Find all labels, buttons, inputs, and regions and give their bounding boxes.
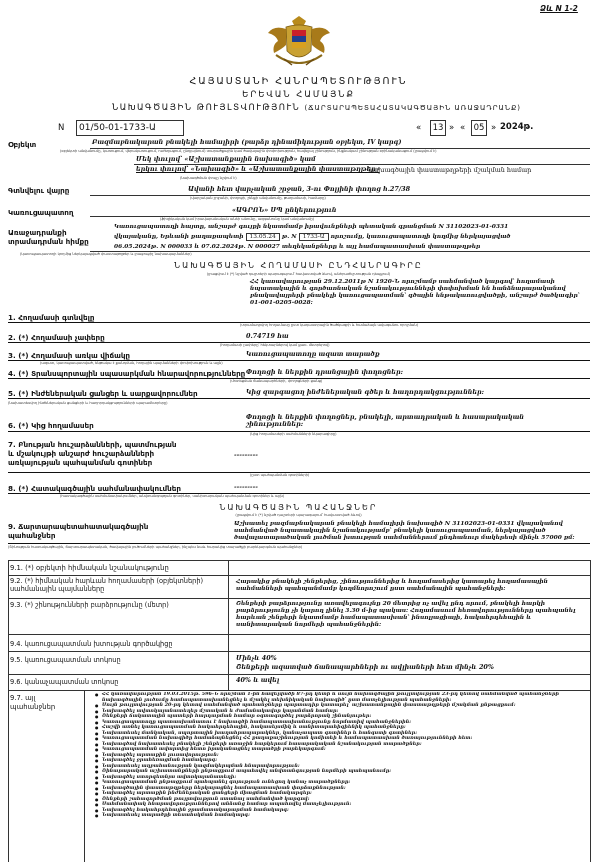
condition-item: ● Նախատեսել մանկական, սպորտային խաղահրապարակներ, կանաչապատ գոտիներ և հանգստի գոտիներ: <box>102 731 586 737</box>
country-title: ՀԱՅԱՍՏԱՆԻ ՀԱՆՐԱՊԵՏՈՒԹՅՈՒՆ <box>189 76 408 87</box>
condition-item: ● Նախագծային փաստաթղթերը ներկայացնել համապատասխան փորձաքննության: <box>102 786 586 792</box>
customer-note: (ֆիզիկական կամ իրավաբանական անձի անունը, ազգանունը կամ անվանումը) <box>160 217 315 221</box>
item-4-note: (մոտեցման ճանապարհների, փողոցների ցանց) <box>230 379 323 383</box>
item-3-note: (ազատ, կառուցապատված, ենթակա է քանդման, հողային պայմանների փոփոխություն և այլն) <box>40 361 223 365</box>
customer-value: «ԱԳՐՈՆ» ՍՊ ընկերություն <box>232 206 337 214</box>
basis-line-2a: վկայականը, Երևանի քաղաքապետի <box>114 233 244 240</box>
basis-number: 1733-Ա <box>299 233 329 241</box>
condition-item: ● Նախագծով նախատեսել բնակելի շենքերի առաջին հարկերում հասարակական նշանակության տարածքներ: <box>102 742 586 748</box>
item-4-value: Փողոցի և ներքին դրանցային փողոցներ: <box>246 368 403 376</box>
basis-line-2c: որոշումը, կառուցապատողի կողմից ներկայացված <box>330 233 511 240</box>
condition-item: ● Շենքերի շահագործման թույլտվություն ստանալ սահմանված կարգով: <box>102 797 586 803</box>
object-value: Բազմաբնակարան բնակելի համալիրի (բարձր դինամիկության օբյեկտ, IV կարգ) <box>92 138 402 146</box>
design-main-note: (Շինության հատակագծային, ճարտարապետական, ծավալային լուծումների պահանջներ, ինչպես նաև հարակից տարածքի բարեկարգման պահանջներ) <box>8 545 303 549</box>
item-8-label: 8. (*) Հատակագծային սահմանափակումներ <box>8 484 181 493</box>
condition-item: ● Նախատեսել աղբահանության կազմակերպման հնարավորություն: <box>102 764 586 770</box>
sub-9-5b-value: Շենքերի ազատված ճանապարհների ու ավլիաների հետ մինչև 20% <box>236 663 494 671</box>
condition-item: ● Հաշվի առնել կառուցապատման հակահրդեհային, հակասեյսմիկ և սանիտարահիգիենիկ պահանջները: <box>102 725 586 731</box>
condition-item: ● Շենքերի ճակատային պատերի հարդարման համար օգտագործել բարձրորակ շինանյութեր: <box>102 714 586 720</box>
item-7-note: (ըստ պահպանման գոտիների) <box>250 473 310 477</box>
sub-9-4-label: 9.4. կառուցապատման խտության գործակիցը <box>10 640 173 648</box>
basis-date: 13.05.24 <box>246 233 280 241</box>
date-open: « <box>416 123 422 133</box>
date-mid-2: « <box>460 123 466 133</box>
coat-of-arms-icon <box>262 15 336 73</box>
item-2-label: 2. (*) Հողամասի չափերը <box>8 333 105 342</box>
object-phase-tail: նախագծային փաստաթղթերի մշակման համար <box>368 166 532 174</box>
date-year: 2024թ. <box>500 122 534 132</box>
item-5-note: (նախատեսվող ինժեներական ցանցերի և հաղորդակցությունների պարամետրերը) <box>8 401 168 405</box>
item-3-label: 3. (*) Հողամասի առկա վիճակը <box>8 351 131 360</box>
basis-line-1: Կառուցապատողի հայտը, անշարժ գույքի նկատմամբ իրավունքների պետական գրանցման N 31102023-01-0331 <box>114 223 509 230</box>
other-label-2: պահանջներ <box>10 703 56 711</box>
city-title: ԵՐԵՎԱՆ ՀԱՄԱՅՆՔ <box>242 90 355 100</box>
location-label: Գտնվելու վայրը <box>8 186 70 195</box>
object-phase-note: (նախագծման փուլը նշվում է) <box>180 176 237 180</box>
condition-item: ● ՀՀ կառավարության 19.03.2015թ. 596-Ն որոշման 1-ին հավելվածի 87-րդ կետի և սույն նախագծային թույլտվության 23-րդ կետով սահմանված պահանջների նախագծային լուծումը համապատասխանեցնել և մշակել տեխնիկական նախագիծ՝ ըստ մատչելիության պահանջների: <box>102 692 586 703</box>
object-label: Օբյեկտ <box>8 140 37 149</box>
sub-9-5-label: 9.5. կառուցապատման տոկոսը <box>10 656 121 664</box>
design-main-label-2: պահանջներ <box>8 531 56 540</box>
item-4-label: 4. (*) Տրանսպորտային սպասարկման հնարավորությունները <box>8 369 246 378</box>
basis-line-3: 06.05.2024թ. N 000033 և 07.02.2024թ. N 000027 տեղեկանքները և այլ համապատասխան փաստաթղթեր <box>114 243 481 250</box>
sub-9-5-value: Մինչև 40% <box>236 654 277 662</box>
location-note: (վարչական շրջանի, փողոցի, շենքի անվանումը, թաղամասի, համարը) <box>190 196 326 200</box>
document-number: 01/50-01-1733-Ա <box>76 120 184 136</box>
sub-9-2-value: Հարակից բնակելի շենքերից, շինություններից և հողամասերից կատարել հողամասային սահմանների պահպանմամբ կողմնորոշում ըստ սահմանային պահանջների: <box>236 578 548 592</box>
date-mid: » <box>449 123 455 133</box>
doc-type <box>112 103 521 113</box>
doc-type-main: ՆԱԽԱԳԾԱՅԻՆ ԹՈՒՅԼՏՎՈՒԹՅՈՒՆ <box>112 103 301 113</box>
sub-9-3-value: Շենքերի բարձրությունը առավելագույնը 20 մետրից ոչ ավել ընդ որում, բնակելի հարկի բարձրությունը չի կարող լինել 3.30 մ-ից պակաս: Հողամասում հեռավորությունները պահպանել հարևան շենքերի նկատմամբ համապատասխան՝ ինսոլյացիայի, հակահրդեհային և սանիտարական նորմերի պահանջներին: <box>236 600 576 628</box>
item-1-value: ՀՀ կառավարության 29.12.2011թ N 1920-Ն որոշմամբ սահմանված կարգով՝ հողամասի նպատակային և գործառնական նշանակությունների փոփոխման են հանձնարարականով բնակավայրերի բնակելի կառուցապատման՝ գծային ենթակառուցվածքի, անշարժ ծածկագիր՝ 01-001-0205-0028: <box>250 278 580 307</box>
object-phase-2: երկու փուլով՝ «Նախագիծ» և «Աշխատանքային փաստաթղթեր» <box>136 165 380 173</box>
item-7-value: --------- <box>234 451 258 459</box>
basis-note: (կառուցապատողի կողմից ներկայացված փաստաթղթեր և լրացուցիչ նախապայմաններ) <box>20 252 192 256</box>
object-phase-1: Մեկ փուլով՝ «Աշխատանքային նախագիծ» կամ <box>136 155 316 163</box>
condition-item: ● Կառուցապատման նախագիծը համաձայնեցնել ՀՀ քաղաքաշինության կոմիտեի և համապատասխան ծառայությունների հետ: <box>102 736 586 742</box>
item-6-value: Փողոցի և ներքին փողոցներ, բնակելի, արտադրական և հասարակական շինություններ: <box>246 413 524 429</box>
basis-label-2: տրամադրման հիմքը <box>8 237 89 246</box>
source-data-note: (լրացվում է (*) նշված դաշտերի պարագայում՝ հավաստված ձևով, անհրաժեշտության դեպքում) <box>206 272 391 276</box>
sub-9-2-label: 9.2. (*) հիմնական հարևան հողամասերի (օբյեկտների) սահմանային պայմանները <box>10 577 204 593</box>
design-main-value: Աշխատել բազմաբնակարան բնակելի համալիրի նախագիծ N 31102023-01-0331 վկայականով սահմանված նպատակային նշանակությամբ՝ բնակելի կառուցապատման, ներկայացված ծավալատարածական լուծման խտության սահմաններում ընդհանուր մակերեսի մինչև 57000 քմ: <box>234 520 575 541</box>
condition-item: ● Նախագծել ավտոկայանատեղեր մշտական և ժամանակավոր կայանման համար: <box>102 709 586 715</box>
condition-item: ● Սույն թույլտվության 20-րդ կետով սահմանված պահանջները պարտադիր կատարել՝ աշխատանքային փաստաթղթերի մշակման ընթացքում: <box>102 703 586 709</box>
other-label-1: 9.7. այլ <box>10 694 36 702</box>
item-2-value: 0.74719 հա <box>246 332 289 340</box>
sub-9-6-label: 9.6. կանաչապատման տոկոսը <box>10 678 119 686</box>
condition-item: ● Կառուցապատողը պատասխանատու է նախագծի համապատասխանությունը նորմատիվ պահանջներին: <box>102 720 586 726</box>
condition-item: ● Նախագծել հակահրդեհային ջրամատակարարման համակարգ: <box>102 808 586 814</box>
date-month: 05 <box>471 120 487 136</box>
object-note: (օբյեկտի անվանումը, կառուցում, վերակառուցում, ուժեղացում, ընդլայնում) տարածքային կամ ծավալային փոփոխություն, հավելյալ շինություն, ինքնակամ շինության օրինականացում (լրացվում է) <box>60 149 437 153</box>
customer-label: Կառուցապատող <box>8 208 74 217</box>
other-conditions-list <box>92 692 586 862</box>
condition-item: ● Նախագծել արտաքին ինժեներական ցանցերի միացման համակարգեր: <box>102 791 586 797</box>
design-title: ՆԱԽԱԳԾԱՅԻՆ ՊԱՀԱՆՋՆԵՐ <box>219 503 378 512</box>
number-prefix: N <box>58 123 65 133</box>
date-day: 13 <box>430 120 446 136</box>
source-data-title: ՆԱԽԱԳԾԱՅԻՆ ՀՈՂԱՄԱՍԻ ԸՆԴՀԱՆՐԱԳԻՐԸ <box>174 261 423 270</box>
condition-item: ● Նախագծել ստորգետնյա ավտոկայանատեղի: <box>102 775 586 781</box>
item-1-note: (տրամադրվող հողամասը ըստ կադաստրային ծածկագրի և համաձայն ավագանու որոշման) <box>240 323 418 327</box>
item-5-value: Կից զարգացող ինժեներական գծեր և հաղորդակցություններ: <box>246 388 485 396</box>
item-1-label: 1. Հողամասի գտնվելը <box>8 313 95 322</box>
basis-label-1: Առաջադրանքի <box>8 228 67 237</box>
item-8-note: (հատակագծային սահմանափակումներ, անվտանգության գոտիներ, սանիտարական պահպանման գոտիներ և այլն) <box>60 494 285 498</box>
item-8-value: --------- <box>234 483 258 491</box>
item-5-label: 5. (*) Ինժեներական ցանցեր և սարքավորումներ <box>8 389 198 398</box>
design-note: (լրացվում է (*) նշված դաշտերի պարագայում՝ հավաստված ձևով) <box>235 513 362 517</box>
condition-item: ● Սահմանափակ հնարավորություններով անձանց համար ապահովել մատչելիություն: <box>102 802 586 808</box>
condition-item: ● Նախագծել ջրահեռացման համակարգ: <box>102 758 586 764</box>
basis-line-2 <box>114 233 511 241</box>
doc-type-sub: (ՃԱՐՏԱՐԱՊԵՏԱՀԱՏԱԿԱԳԾԱՅԻՆ ԱՌԱՋԱԴՐԱՆՔ) <box>304 104 522 112</box>
sub-9-6-value: 40% և ավել <box>236 676 280 684</box>
item-6-note: (կից հողամասերի սահմանների նկարագիրը) <box>250 432 337 436</box>
design-main-label-1: 9. Ճարտարապետահատակագծային <box>8 522 149 531</box>
location-value: Ավանի հետ վարչական շրջան, 3-ու Փոլյինի փողոց h.27/38 <box>188 185 411 193</box>
sub-9-3-label: 9.3. (*) շինությունների բարձրությունը (մետր) <box>10 601 169 609</box>
condition-item: ● Շինարարական աշխատանքների ընթացքում ապահովել անվտանգության նորմերի պահպանումը: <box>102 769 586 775</box>
condition-item: ● Նախագծել արտաքին լուսավորություն: <box>102 753 586 759</box>
condition-item: ● Նախատեսել տարածքի տեսահսկման համակարգ: <box>102 813 586 819</box>
date-close: » <box>491 123 497 133</box>
condition-item: ● Կառուցապատման ավարտից հետո իրականացնել տարածքի բարեկարգում: <box>102 747 586 753</box>
sub-9-1-label: 9.1. (*) օբյեկտի հիմնական նշանակությունը <box>10 564 169 572</box>
condition-item: ● Կառուցապատման ընթացքում պահպանել գոյություն ունեցող կանաչ տարածքները: <box>102 780 586 786</box>
item-2-note: (հողամասի չափերը՝ հեկտարներով կամ քառ. մետրերով) <box>220 343 330 347</box>
item-6-label: 6. (*) Կից հողամասեր <box>8 421 94 430</box>
basis-line-2b: թ. N <box>281 233 297 240</box>
item-3-value: Կառուցապատողը ազատ տարածք <box>246 350 380 358</box>
item-7-label: 7. Բնության հուշարձանների, պատմության և մշակույթի անշարժ հուշարձանների առկայության պահպանման գոտիներ <box>8 440 177 467</box>
form-code: Ձև N 1-2 <box>540 4 578 13</box>
